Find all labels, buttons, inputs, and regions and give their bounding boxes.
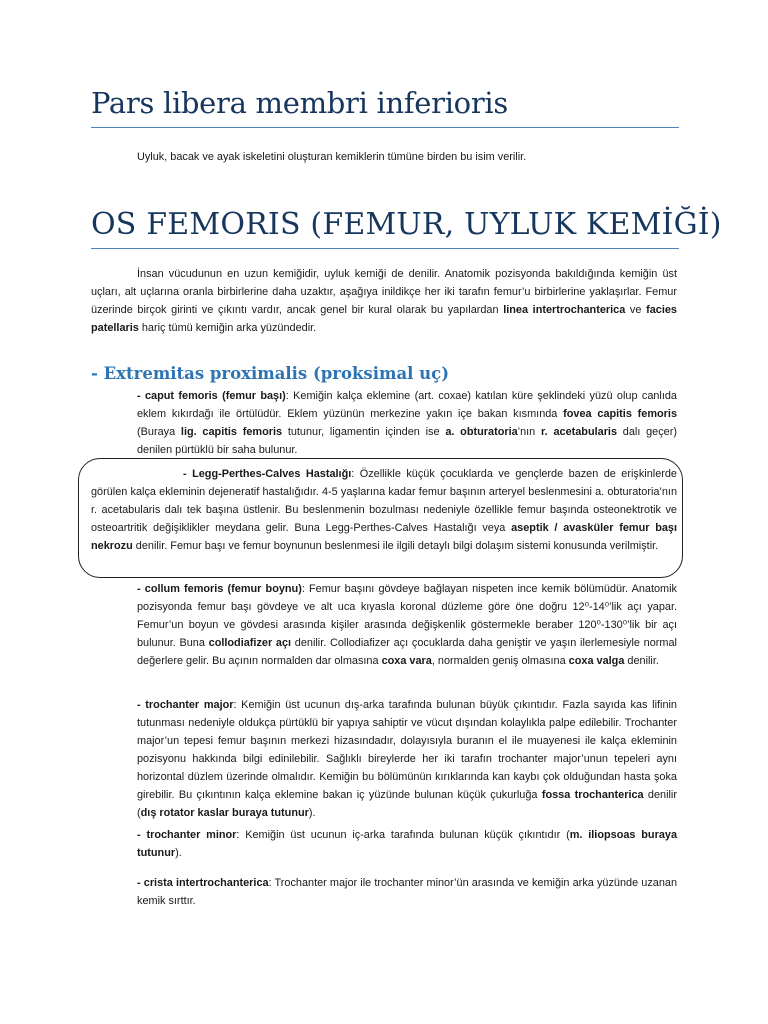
trochanter-minor-paragraph [137, 826, 677, 862]
term-dis-rotator-kaslar: dış rotator kaslar buraya tutunur [140, 807, 309, 819]
legg-perthes-note-paragraph [91, 465, 677, 555]
term-collodiafizer-aci: collodiafizer açı [208, 637, 292, 649]
trochanter-major-paragraph [137, 696, 677, 822]
term-crista-intertrochanterica: - crista intertrochanterica [137, 877, 269, 889]
term-facies-patellaris: facies patellaris [91, 304, 677, 334]
term-trochanter-minor: - trochanter minor [137, 829, 237, 841]
term-coxa-vara: coxa vara [381, 655, 432, 667]
text-run: ve [625, 304, 647, 316]
term-linea-intertrochanterica: linea intertrochanterica [503, 304, 626, 316]
text-run: ). [175, 847, 182, 859]
title-underline [91, 127, 679, 128]
term-trochanter-major: - trochanter major [137, 699, 234, 711]
text-run: : Özellikle küçük çocuklarda ve gençlerde bazen de erişkinlerde görülen kalça ekleminin dejeneratif hastalığıdır. 4-5 yaşlarına kadar femur başının arteryel beslenmesini a. obturatoria’nın r. acetabularis dalı tek başına üstlenir. Bu beslenmenin bozulması nedeniyle özellikle femur başında osteonektrotik ve osteoartritik değişiklikler meydana gelir. Buna Legg-Perthes-Calves Hastalığı veya [91, 468, 677, 534]
page-title: Pars libera membri inferioris [91, 86, 508, 120]
term-legg-perthes-calves: - Legg-Perthes-Calves Hastalığı [183, 468, 352, 480]
text-run: ). [308, 807, 316, 819]
text-run: tutunur, ligamentin içinden ise [282, 426, 446, 438]
term-r-acetabularis: r. acetabularis [541, 426, 618, 438]
section-underline [91, 248, 679, 249]
term-lig-capitis-femoris: lig. capitis femoris [180, 426, 283, 438]
text-run: denilir. Collodiafizer açı çocuklarda daha geniştir ve yaşın ilerlemesiyle normal değerlere gelir. Bu açının normalden dar olmasına [137, 637, 677, 667]
text-run: hariç tümü kemiğin arka yüzündedir. [138, 322, 317, 334]
term-fossa-trochanterica: fossa trochanterica [541, 789, 644, 801]
subheading-extremitas-proximalis: - Extremitas proximalis (proksimal uç) [91, 364, 449, 383]
term-fovea-capitis-femoris: fovea capitis femoris [563, 408, 678, 420]
caput-femoris-paragraph [137, 387, 677, 459]
term-coxa-valga: coxa valga [568, 655, 625, 667]
text-run: : Kemiğin üst ucunun dış-arka tarafında bulunan büyük çıkıntıdır. Fazla sayıda kas lifinin tutunması nedeniyle oldukça pürtüklü bir yapıya sahiptir ve vücut dışından kolaylıkla palpe edilebilir. Trochanter major’un tepesi femur başının merkezi hizasındadır, dolayısıyla buranın el ile muayenesi ile kalça ekleminin pozisyonu hakkında bilgi edinilebilir. Sağlıklı bireylerde her iki tarafın trochanter major’unun tepeleri aynı horizontal düzlem üzerinde olmalıdır. Kemiğin bu bölümünün kırıklarında kan kaybı çok olduğundan hasta şoka girebilir. Bu çıkıntının kalça eklemine bakan iç yüzünde bulunan küçük çukurluğa [137, 699, 677, 801]
term-m-iliopsoas: m. iliopsoas buraya tutunur [137, 829, 677, 859]
text-run: denilir. [624, 655, 659, 667]
crista-intertrochanterica-paragraph [137, 874, 677, 910]
intro-paragraph: Uyluk, bacak ve ayak iskeletini oluşturan kemiklerin tümüne birden bu isim verilir. [137, 151, 527, 163]
collum-femoris-paragraph [137, 580, 677, 670]
term-aseptik-nekroz: aseptik / avasküler femur başı nekrozu [91, 522, 677, 552]
text-run: dalı geçer) denilen pürtüklü bir saha bulunur. [137, 426, 677, 456]
section-heading-femur: OS FEMORIS (FEMUR, UYLUK KEMİĞİ) [91, 207, 722, 242]
term-collum-femoris: - collum femoris (femur boynu) [137, 583, 302, 595]
text-run: , normalden geniş olmasına [431, 655, 569, 667]
text-run: : Kemiğin üst ucunun iç-arka tarafında bulunan küçük çıkıntıdır ( [236, 829, 570, 841]
text-run: ’nın [517, 426, 542, 438]
term-a-obturatoria: a. obturatoria [445, 426, 518, 438]
text-run: (Buraya [137, 426, 181, 438]
text-run: : Kemiğin kalça eklemine (art. coxae) katılan küre şeklindeki yüzü olup canlıda eklem kıkırdağı ile örtülüdür. Eklem yüzünün merkezine yakın içe bakan kısmında [137, 390, 677, 420]
text-run: İnsan vücudunun en uzun kemiğidir, uyluk kemiği de denilir. Anatomik pozisyonda bakıldığında kemiğin üst uçları, alt uçlarına oranla birbirlerine daha uzaktır, aşağıya inildikçe her iki tarafın femur’u birbirlerine yaklaşırlar. Femur üzerinde birçok girinti ve çıkıntı vardır, ancak genel bir kural olarak bu yapılardan [91, 268, 677, 316]
text-run: : Trochanter major ile trochanter minor’ün arasında ve kemiğin arka yüzünde uzanan kemik sırttır. [137, 877, 677, 907]
term-caput-femoris: - caput femoris (femur başı) [137, 390, 286, 402]
text-run: denilir. Femur başı ve femur boynunun beslenmesi ile ilgili detaylı bilgi dolaşım sistemi konusunda verilmiştir. [132, 540, 659, 552]
text-run: denilir ( [137, 789, 677, 819]
femur-description-paragraph [91, 265, 677, 337]
text-run: : Femur başını gövdeye bağlayan nispeten ince kemik bölümüdür. Anatomik pozisyonda femur başı gövdeye ve alt uca kıyasla koronal düzleme göre öne doğru 12⁰-14⁰’lik açı yapar. Femur’un boyun ve gövdesi arasında kişiler arasında değişkenlik göstermekle beraber 120⁰-130⁰’lik bir açı bulunur. Buna [137, 583, 677, 649]
